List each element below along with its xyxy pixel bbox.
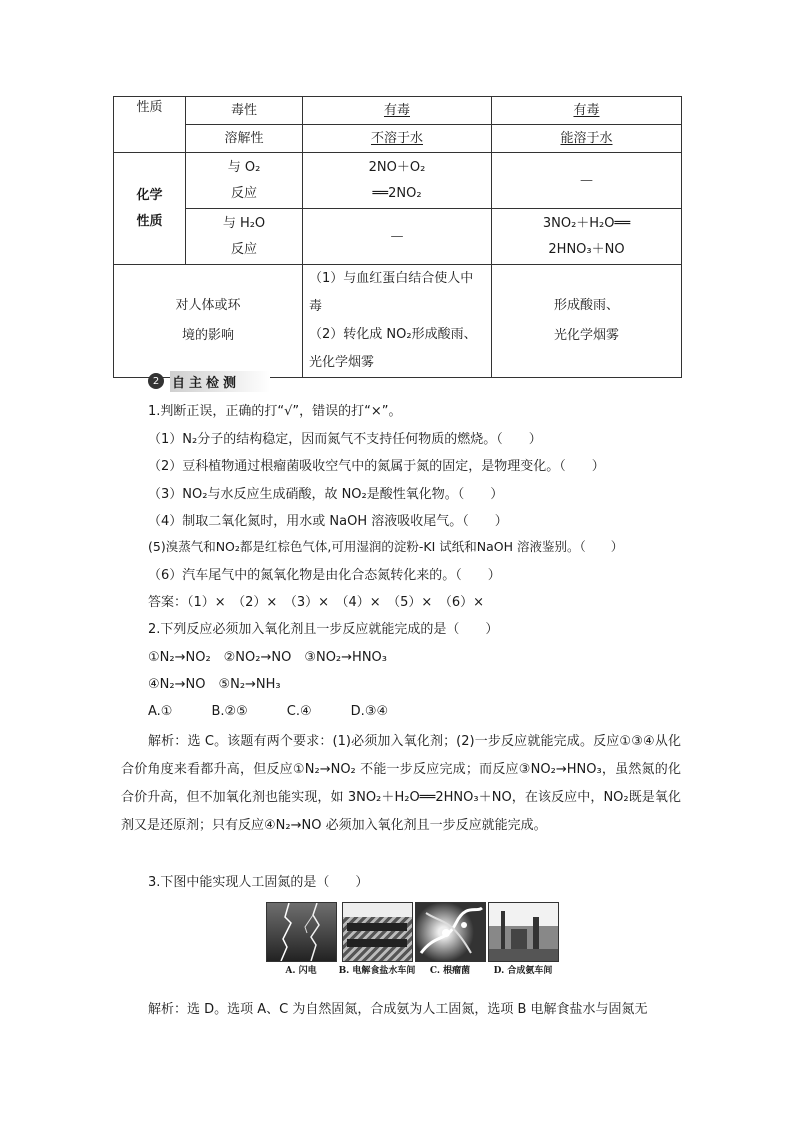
q2-options-line1: ①N₂→NO₂ ②NO₂→NO ③NO₂→HNO₃ bbox=[148, 650, 387, 665]
properties-table bbox=[113, 96, 682, 378]
solubility-no2: 能溶于水 bbox=[560, 130, 613, 146]
effect-label bbox=[114, 265, 303, 378]
o2-reaction-no2: — bbox=[492, 153, 682, 209]
factory-icon bbox=[343, 903, 412, 961]
effect-label-2: 境的影响 bbox=[181, 328, 234, 343]
q2-options-line2: ④N₂→NO ⑤N₂→NH₃ bbox=[148, 677, 281, 692]
row-label-chemical bbox=[114, 153, 186, 265]
q1-item: （2）豆科植物通过根瘤菌吸收空气中的氮属于氮的固定，是物理变化。（ ） bbox=[148, 459, 605, 474]
figure-a-caption: A. 闪电 bbox=[285, 966, 317, 976]
effect-no2-1: 形成酸雨、 bbox=[553, 298, 619, 313]
figure-b-caption: B. 电解食盐水车间 bbox=[338, 966, 416, 976]
solubility-no: 不溶于水 bbox=[370, 130, 423, 146]
h2o-reaction-label bbox=[186, 209, 303, 265]
ammonia-plant-image bbox=[488, 902, 559, 962]
figure-c bbox=[410, 902, 490, 977]
q2-analysis: 解析：选 C。该题有两个要求：(1)必须加入氧化剂；(2)一步反应就能完成。反应①③④从化合价角度来看都升高，但反应①N₂→NO₂ 不能一步反应完成；而反应③NO₂→HNO₃，虽然氮的化合价升高，但不加氧化剂也能实现，如 3NO₂＋H₂O══2HNO₃＋NO，在该反应中，NO₂既是氧化剂又是还原剂；只有反应④N₂→NO 必须加入氧化剂且一步反应就能完成。 bbox=[121, 734, 681, 833]
figure-b bbox=[337, 902, 417, 977]
effect-no2-2: 光化学烟雾 bbox=[553, 328, 619, 343]
h2o-label-1: 与 H₂O bbox=[222, 215, 266, 231]
q1-answer: 答案：（1）× （2）× （3）× （4）× （5）× （6）× bbox=[148, 595, 484, 610]
q1-item: （6）汽车尾气中的氮氧化物是由化合态氮转化来的。（ ） bbox=[148, 568, 501, 583]
o2-no-1: 2NO＋O₂ bbox=[368, 159, 426, 175]
o2-no-2: ══2NO₂ bbox=[372, 185, 422, 201]
h2o-reaction-no2 bbox=[492, 209, 682, 265]
lightning-icon bbox=[267, 903, 336, 961]
h2o-no2-1: 3NO₂＋H₂O══ bbox=[542, 215, 631, 231]
effect-label-1: 对人体或环 bbox=[175, 298, 241, 313]
solubility-label: 溶解性 bbox=[186, 125, 303, 153]
h2o-no2-2: 2HNO₃＋NO bbox=[548, 241, 625, 257]
q3-stem: 3.下图中能实现人工固氮的是（ ） bbox=[148, 875, 369, 890]
figure-a bbox=[261, 902, 341, 977]
o2-label-2: 反应 bbox=[230, 185, 257, 201]
o2-reaction-no bbox=[303, 153, 492, 209]
row-label-physical: 性质 bbox=[114, 97, 186, 153]
q1-item: (5)溴蒸气和NO₂都是红棕色气体,可用湿润的淀粉-KI 试纸和NaOH 溶液鉴别。（ ） bbox=[148, 539, 624, 554]
q2-choices: A.① B.②⑤ C.④ D.③④ bbox=[148, 704, 389, 719]
root-icon bbox=[416, 903, 485, 961]
q1-item: （3）NO₂与水反应生成硝酸，故 NO₂是酸性氧化物。（ ） bbox=[148, 487, 504, 502]
toxicity-no: 有毒 bbox=[383, 102, 410, 118]
effect-no-1: （1）与血红蛋白结合使人中 bbox=[309, 271, 474, 286]
lightning-image bbox=[266, 902, 337, 962]
q3-analysis: 解析：选 D。选项 A、C 为自然固氮，合成氨为人工固氮，选项 B 电解食盐水与固氮无 bbox=[148, 1002, 648, 1017]
toxicity-no2: 有毒 bbox=[573, 102, 600, 118]
chimney-icon bbox=[489, 903, 558, 961]
chem-label-1: 化学 bbox=[136, 187, 163, 203]
h2o-label-2: 反应 bbox=[230, 241, 257, 257]
chem-label-2: 性质 bbox=[136, 213, 163, 229]
o2-reaction-label bbox=[186, 153, 303, 209]
section-title: 自主检测 bbox=[170, 371, 270, 392]
effect-no2 bbox=[492, 265, 682, 378]
figure-d-caption: D. 合成氨车间 bbox=[493, 966, 553, 976]
toxicity-label: 毒性 bbox=[186, 97, 303, 125]
effect-no-4: 光化学烟雾 bbox=[309, 355, 375, 370]
q1-item: （1）N₂分子的结构稳定，因而氮气不支持任何物质的燃烧。（ ） bbox=[148, 432, 542, 447]
effect-no-3: （2）转化成 NO₂形成酸雨、 bbox=[309, 327, 477, 342]
effect-no-2: 毒 bbox=[309, 299, 323, 314]
section-header bbox=[148, 371, 270, 391]
o2-label-1: 与 O₂ bbox=[227, 159, 261, 175]
figure-d bbox=[483, 902, 563, 977]
h2o-reaction-no: — bbox=[303, 209, 492, 265]
section-number-badge: 2 bbox=[148, 373, 164, 389]
root-nodule-image bbox=[415, 902, 486, 962]
q1-item: （4）制取二氧化氮时，用水或 NaOH 溶液吸收尾气。（ ） bbox=[148, 514, 508, 529]
figure-c-caption: C. 根瘤菌 bbox=[429, 966, 471, 976]
effect-no bbox=[303, 265, 492, 378]
q1-stem: 1.判断正误，正确的打“√”，错误的打“×”。 bbox=[148, 404, 402, 419]
electrolysis-plant-image bbox=[342, 902, 413, 962]
q2-stem: 2.下列反应必须加入氧化剂且一步反应就能完成的是（ ） bbox=[148, 622, 499, 637]
